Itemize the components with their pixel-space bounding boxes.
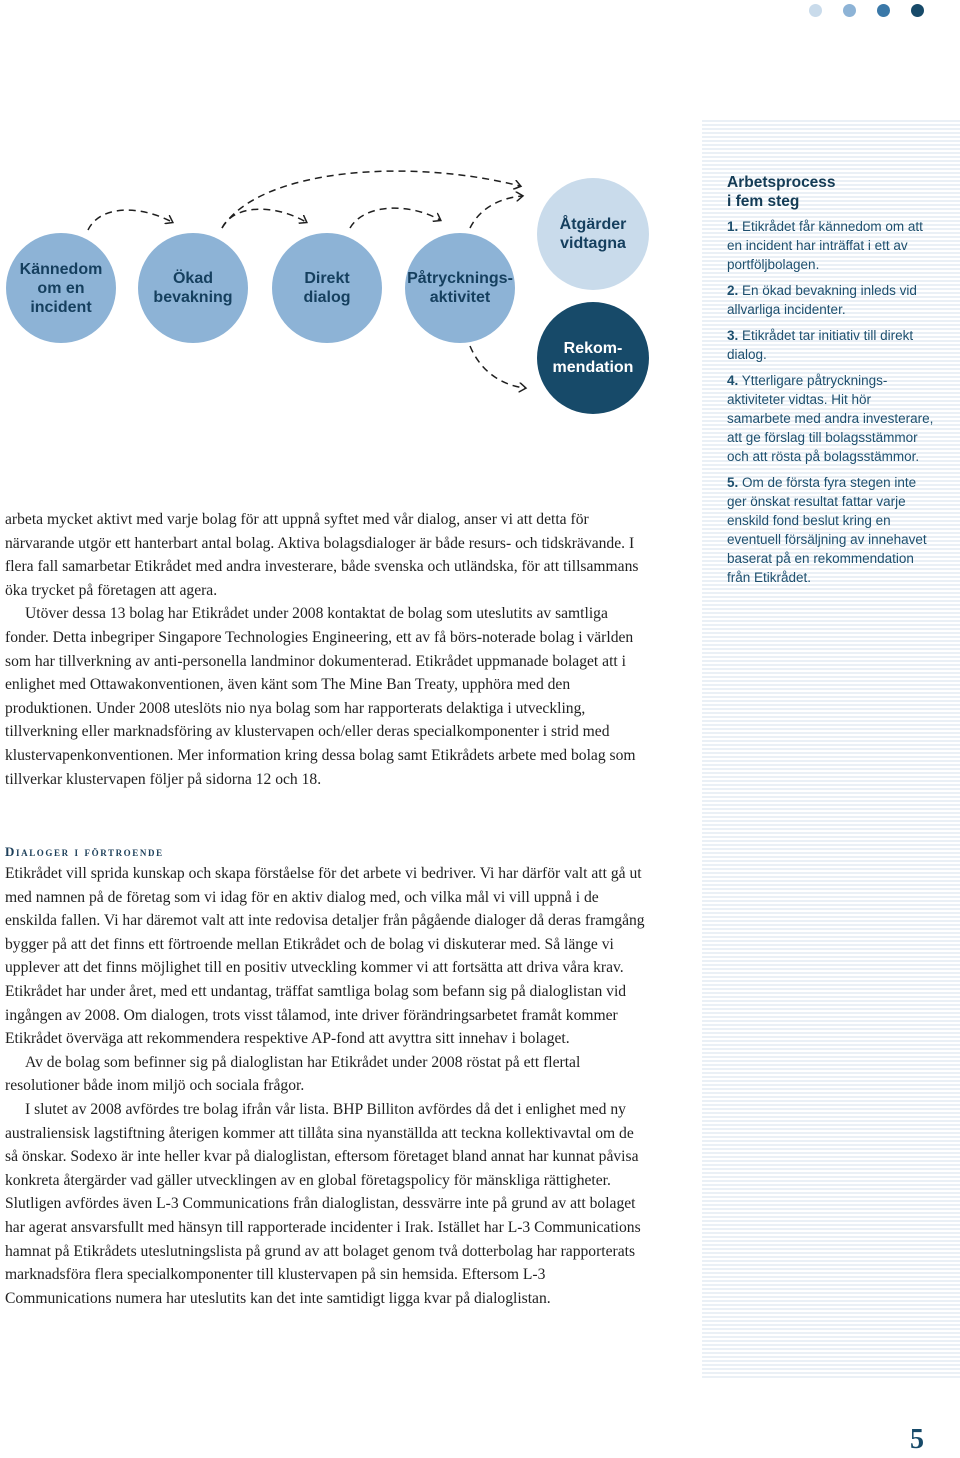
decorative-dots bbox=[809, 4, 924, 17]
body-paragraph: Utöver dessa 13 bolag har Etikrådet under 2008 kontaktat de bolag som uteslutits av samtliga fonder. Detta inbegriper Singapore Technologies Engineering, ett av få börs-noterade bolag i världen som har tillverkning av anti-personella landminor dokumenterad. Etikrådet uppmanade bolaget att i enlighet med Ottawakonventionen, även känt som The Mine Ban Treaty, upphöra med den produktionen. Under 2008 uteslöts nio nya bolag som har rapporterats delaktiga i utveckling, tillverkning eller marknadsföring av klustervapen och/eller deras specialkomponenter i strid med klustervapenkonventionen. Mer information kring dessa bolag samt Etikrådets arbete med bolag som tillverkar klustervapen följer på sidorna 12 och 18. bbox=[5, 605, 636, 788]
section-paragraph: Etikrådet vill sprida kunskap och skapa förståelse för det arbete vi bedriver. Vi har därför valt att gå ut med namnen på de företag som vi idag för en aktiv dialog med, och vilka mål vi vill uppnå i de enskilda fallen. Vi har däremot valt att inte redovisa detaljer från pågående dialoger då deras framgång bygger på att det finns ett förtroende mellan Etikrådet och de bolag vi diskuterar med. Så länge vi upplever att det finns möjlighet till en positiv utveckling kommer vi att fortsätta att driva våra krav. Etikrådet har under året, med ett undantag, träffat samtliga bolag som befann sig på dialoglistan vid ingången av 2008. Om dialogen, trots visst tålamod, inte driver förändringsarbetet framåt kommer Etikrådet överväga att rekommendera respektive AP-fond att avyttra sitt innehav i bolaget. bbox=[5, 865, 645, 1048]
dot-lightest bbox=[809, 4, 822, 17]
process-diagram bbox=[0, 0, 700, 430]
arrow-4-bottom bbox=[470, 346, 525, 388]
step-circle-2: Ökad bevakning bbox=[138, 233, 248, 343]
page-number: 5 bbox=[910, 1424, 924, 1455]
sidebar-title: Arbetsprocess i fem steg bbox=[727, 174, 836, 210]
outcome-actions-circle: Åtgärder vidtagna bbox=[537, 178, 649, 290]
step-circle-3: Direkt dialog bbox=[272, 233, 382, 343]
sidebar-step-4: 4. Ytterligare påtrycknings-aktiviteter vidtas. Hit hör samarbete med andra investerare, att ge förslag till bolagsstämmor och att rösta på bolagsstämmor. bbox=[727, 373, 934, 464]
dot-medium bbox=[877, 4, 890, 17]
body-text-lower bbox=[5, 862, 645, 1310]
section-heading: Dialoger i förtroende bbox=[5, 844, 164, 859]
dot-dark bbox=[911, 4, 924, 17]
sidebar-step-2: 2. En ökad bevakning inleds vid allvarliga incidenter. bbox=[727, 283, 917, 317]
dot-light bbox=[843, 4, 856, 17]
sidebar-step-1: 1. Etikrådet får kännedom om att en incident har inträffat i ett av portföljbolagen. bbox=[727, 219, 923, 272]
sidebar-step-3: 3. Etikrådet tar initiativ till direkt dialog. bbox=[727, 328, 914, 362]
section-paragraph: Av de bolag som befinner sig på dialoglistan har Etikrådet under 2008 röstat på ett flertal resolutioner både inom miljö och sociala frågor. bbox=[5, 1053, 581, 1095]
step-circle-1: Kännedom om en incident bbox=[6, 233, 116, 343]
sidebar-work-process bbox=[727, 173, 937, 594]
arrow-2-4 bbox=[222, 171, 520, 228]
section-paragraph: I slutet av 2008 avfördes tre bolag ifrån vår lista. BHP Billiton avfördes då det i enlighet med ny australiensisk lagstiftning återigen kommer att tillåta sina nyanställda att teckna kollektivavtal om de så önskar. Sodexo är inte heller kvar på dialoglistan, eftersom företaget bland annat har kunnat påvisa konkreta återgärder vad gäller utvecklingen av en global företagspolicy för mänskliga rättigheter. Slutligen avfördes även L-3 Communications från dialoglistan, dessvärre inte på grund av att bolaget har agerat ansvarsfullt med hänsyn till rapporterade incidenter i Irak. Istället har L-3 Communications hamnat på Etikrådets uteslutningslista på grund av att bolaget genom två dotterbolag har rapporterats marknadsföra flera specialkomponenter till klustervapen på sin hemsida. Eftersom L-3 Communications numera har uteslutits kan det inte samtidigt ligga kvar på dialoglistan. bbox=[5, 1100, 641, 1307]
outcome-recommendation-circle: Rekom- mendation bbox=[537, 302, 649, 414]
arrow-2-3 bbox=[222, 209, 306, 228]
arrow-4-top bbox=[470, 196, 522, 228]
body-text-upper bbox=[5, 508, 645, 791]
body-paragraph: arbeta mycket aktivt med varje bolag för att uppnå syftet med vår dialog, anser vi att detta för närvarande utgör ett hanterbart antal bolag. Aktiva bolagsdialoger är både resurs- och tidskrävande. I flera fall samarbetar Etikrådet med andra investerare, både svenska och utländska, för att tillsammans öka trycket på företagen att agera. bbox=[5, 511, 639, 599]
arrow-1-2 bbox=[88, 210, 172, 230]
arrow-3-4 bbox=[350, 208, 440, 228]
sidebar-step-5: 5. Om de första fyra stegen inte ger önskat resultat fattar varje enskild fond beslut kring en eventuell försäljning av innehavet baserat på en rekommendation från Etikrådet. bbox=[727, 475, 927, 585]
step-circle-4: Påtrycknings- aktivitet bbox=[405, 233, 515, 343]
